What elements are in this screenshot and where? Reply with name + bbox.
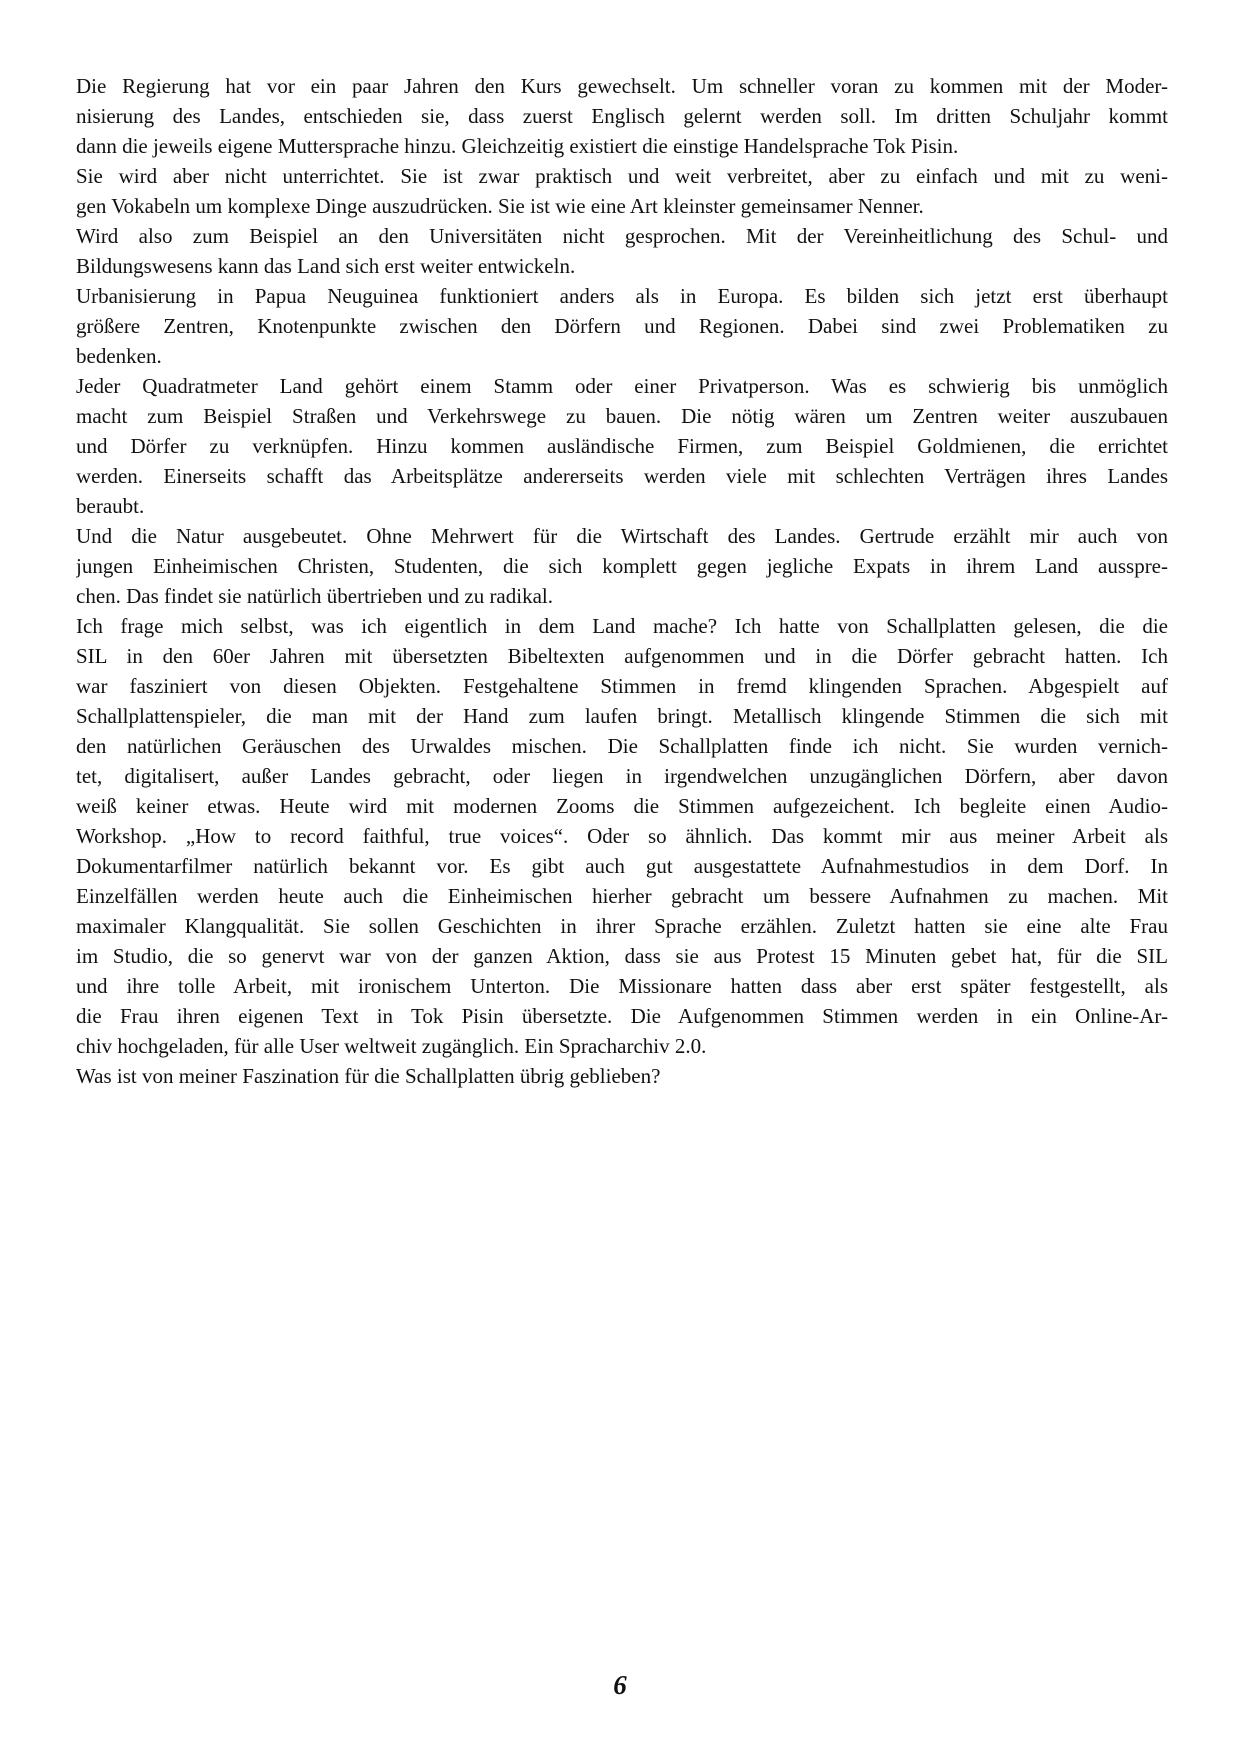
text-line: nisierung des Landes, entschieden sie, dass zuerst Englisch gelernt werden soll. Im dritten Schuljahr kommt [76, 104, 1168, 128]
text-line: Bildungswesens kann das Land sich erst weiter entwickeln. [76, 254, 576, 278]
text-line: bedenken. [76, 344, 162, 368]
text-line: tet, digitalisert, außer Landes gebracht, oder liegen in irgendwelchen unzugänglichen Dörfern, aber davon [76, 764, 1168, 788]
text-line: größere Zentren, Knotenpunkte zwischen den Dörfern und Regionen. Dabei sind zwei Problematiken zu [76, 314, 1168, 338]
text-line: und ihre tolle Arbeit, mit ironischem Unterton. Die Missionare hatten dass aber erst später festgestellt, als [76, 974, 1168, 998]
text-line: Sie wird aber nicht unterrichtet. Sie ist zwar praktisch und weit verbreitet, aber zu einfach und mit zu weni- [76, 164, 1168, 188]
text-line: werden. Einerseits schafft das Arbeitsplätze andererseits werden viele mit schlechten Verträgen ihres Landes [76, 464, 1168, 488]
text-line: weiß keiner etwas. Heute wird mit modernen Zooms die Stimmen aufgezeichent. Ich begleite einen Audio- [76, 794, 1168, 818]
text-line: dann die jeweils eigene Muttersprache hinzu. Gleichzeitig existiert die einstige Handelsprache Tok Pisin. [76, 134, 959, 158]
text-line: Ich frage mich selbst, was ich eigentlich in dem Land mache? Ich hatte von Schallplatten gelesen, die die [76, 614, 1168, 638]
text-line: Dokumentarfilmer natürlich bekannt vor. Es gibt auch gut ausgestattete Aufnahmestudios in dem Dorf. In [76, 854, 1168, 878]
text-line: war fasziniert von diesen Objekten. Festgehaltene Stimmen in fremd klingenden Sprachen. Abgespielt auf [76, 674, 1168, 698]
text-line: macht zum Beispiel Straßen und Verkehrswege zu bauen. Die nötig wären um Zentren weiter auszubauen [76, 404, 1168, 428]
text-line: beraubt. [76, 494, 145, 518]
text-line: Wird also zum Beispiel an den Universitäten nicht gesprochen. Mit der Vereinheitlichung des Schul- und [76, 224, 1168, 248]
text-line: chiv hochgeladen, für alle User weltweit zugänglich. Ein Spracharchiv 2.0. [76, 1034, 707, 1058]
text-line: gen Vokabeln um komplexe Dinge auszudrücken. Sie ist wie eine Art kleinster gemeinsamer Nenner. [76, 194, 924, 218]
text-line: Jeder Quadratmeter Land gehört einem Stamm oder einer Privatperson. Was es schwierig bis unmöglich [76, 374, 1168, 398]
text-line: Und die Natur ausgebeutet. Ohne Mehrwert für die Wirtschaft des Landes. Gertrude erzählt mir auch von [76, 524, 1168, 548]
text-line: den natürlichen Geräuschen des Urwaldes mischen. Die Schallplatten finde ich nicht. Sie wurden vernich- [76, 734, 1168, 758]
text-line: im Studio, die so genervt war von der ganzen Aktion, dass sie aus Protest 15 Minuten gebet hat, für die SIL [76, 944, 1168, 968]
page-number: 6 [613, 1670, 627, 1700]
text-line: Einzelfällen werden heute auch die Einheimischen hierher gebracht um bessere Aufnahmen zu machen. Mit [76, 884, 1168, 908]
text-line: jungen Einheimischen Christen, Studenten, die sich komplett gegen jegliche Expats in ihrem Land ausspre- [76, 554, 1168, 578]
text-line: und Dörfer zu verknüpfen. Hinzu kommen ausländische Firmen, zum Beispiel Goldmienen, die errichtet [76, 434, 1168, 458]
text-line: maximaler Klangqualität. Sie sollen Geschichten in ihrer Sprache erzählen. Zuletzt hatten sie eine alte Frau [76, 914, 1168, 938]
body-text [76, 71, 1168, 1091]
text-line: Was ist von meiner Faszination für die Schallplatten übrig geblieben? [76, 1064, 661, 1088]
text-line: Die Regierung hat vor ein paar Jahren den Kurs gewechselt. Um schneller voran zu kommen mit der Moder- [76, 74, 1168, 98]
text-line: Schallplattenspieler, die man mit der Hand zum laufen bringt. Metallisch klingende Stimmen die sich mit [76, 704, 1168, 728]
text-line: Urbanisierung in Papua Neuguinea funktioniert anders als in Europa. Es bilden sich jetzt erst überhaupt [76, 284, 1168, 308]
text-line: chen. Das findet sie natürlich übertrieben und zu radikal. [76, 584, 553, 608]
text-line: die Frau ihren eigenen Text in Tok Pisin übersetzte. Die Aufgenommen Stimmen werden in ein Online-Ar- [76, 1004, 1168, 1028]
text-line: SIL in den 60er Jahren mit übersetzten Bibeltexten aufgenommen und in die Dörfer gebracht hatten. Ich [76, 644, 1168, 668]
text-line: Workshop. „How to record faithful, true voices“. Oder so ähnlich. Das kommt mir aus meiner Arbeit als [76, 824, 1168, 848]
